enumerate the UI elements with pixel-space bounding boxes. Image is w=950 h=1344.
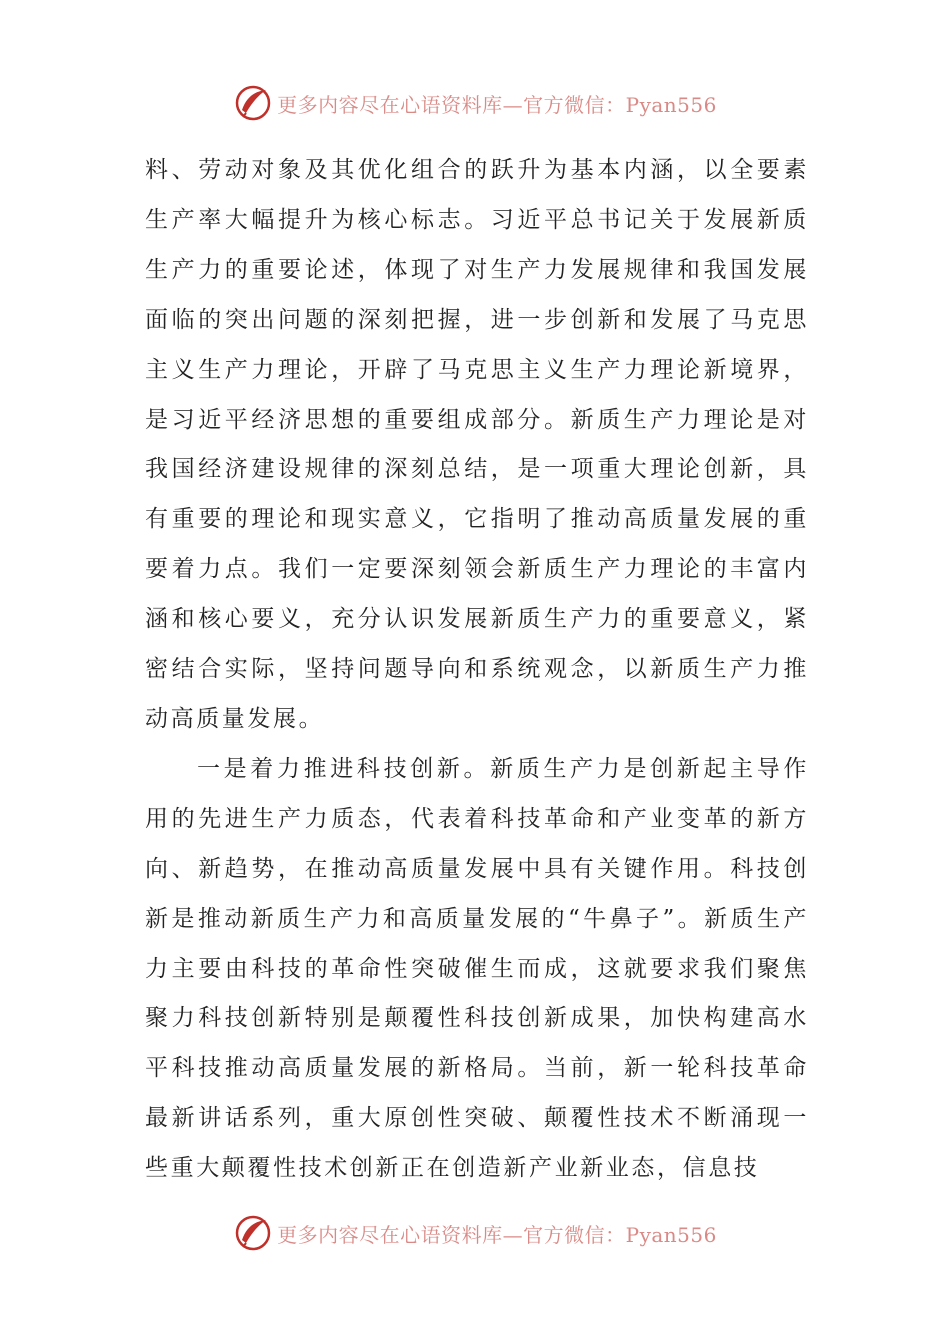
- paragraph-2: 一是着力推进科技创新。新质生产力是创新起主导作用的先进生产力质态，代表着科技革命和产业变革的新方向、新趋势，在推动高质量发展中具有关键作用。科技创新是推动新质生产力和高质量发展的“牛鼻子”。新质生产力主要由科技的革命性突破催生而成，这就要求我们聚焦聚力科技创新特别是颠覆性科技创新成果，加快构建高水平科技推动高质量发展的新格局。当前，新一轮科技革命最新讲话系列，重大原创性突破、颠覆性技术不断涌现一些重大颠覆性技术创新正在创造新产业新业态，信息技: [145, 755, 809, 1182]
- header-banner: [0, 80, 950, 126]
- brand-text: 更多内容尽在心语资料库—官方微信：Pyan556: [277, 92, 717, 117]
- paragraph-1: 料、劳动对象及其优化组合的跃升为基本内涵，以全要素生产率大幅提升为核心标志。习近平总书记关于发展新质生产力的重要论述，体现了对生产力发展规律和我国发展面临的突出问题的深刻把握，进一步创新和发展了马克思主义生产力理论，开辟了马克思主义生产力理论新境界，是习近平经济思想的重要组成部分。新质生产力理论是对我国经济建设规律的深刻总结，是一项重大理论创新，具有重要的理论和现实意义，它指明了推动高质量发展的重要着力点。我们一定要深刻领会新质生产力理论的丰富内涵和核心要义，充分认识发展新质生产力的重要意义，紧密结合实际，坚持问题导向和系统观念，以新质生产力推动高质量发展。: [145, 157, 809, 732]
- brand-text: 更多内容尽在心语资料库—官方微信：Pyan556: [277, 1222, 717, 1247]
- footer-banner: [0, 1210, 950, 1256]
- pen-seal-logo-icon: [233, 1213, 273, 1253]
- document-body: [145, 146, 809, 1194]
- pen-seal-logo-icon: [233, 83, 273, 123]
